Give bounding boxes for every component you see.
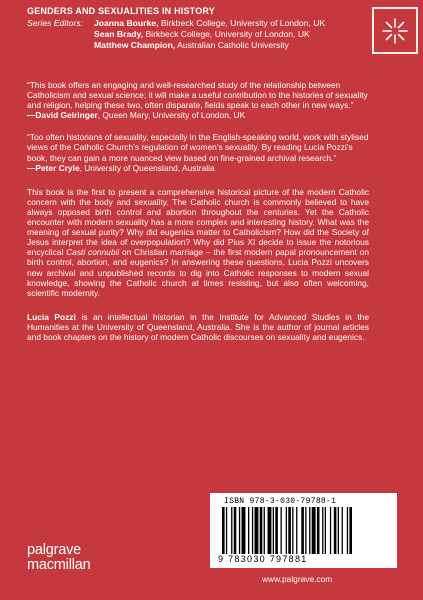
- barcode-box: [210, 493, 397, 568]
- editor-row: [27, 18, 325, 29]
- publisher-website[interactable]: www.palgrave.com: [262, 574, 333, 584]
- editor-name: Matthew Champion,: [94, 40, 176, 50]
- cover-text: [27, 80, 369, 342]
- quote-attribution: —Peter Cryle, University of Queensland, Australia: [27, 162, 215, 173]
- editor-name: Joanna Bourke,: [94, 18, 159, 28]
- endorsement-quote: [27, 132, 369, 172]
- quote-affiliation: , University of Queensland, Australia: [79, 162, 215, 173]
- quote-author: David Geiringer: [35, 110, 98, 121]
- editors-label: Series Editors:: [27, 18, 83, 28]
- quote-text: “This book offers an engaging and well-researched study of the relationship between Catholicism and sexual science; it will make a useful contribution to the histories of sexuality and religion, helping these two, often disparate, fields speak to each other in new ways.”: [27, 80, 368, 111]
- series-title: GENDERS AND SEXUALITIES IN HISTORY: [27, 6, 215, 16]
- editor-affiliation: Birkbeck College, University of London, UK: [160, 18, 326, 28]
- publisher-line-2: macmillan: [27, 557, 91, 573]
- publisher-line-1: palgrave: [27, 542, 82, 558]
- author-bio: Lucia Pozzi is an intellectual historian in the Institute for Advanced Studies in the Humanities at the University of Queensland, Australia. She is the author of journal articles and book chapters on the history of modern Catholic discourses on sexuality and eugenics.: [27, 311, 369, 342]
- star-burst-logo-icon: [372, 7, 418, 54]
- series-editors: [27, 18, 325, 51]
- quote-author: Peter Cryle: [35, 162, 80, 173]
- quote-attribution: —David Geiringer, Queen Mary, University of London, UK: [27, 110, 246, 121]
- isbn-label: ISBN 978-3-030-79788-1: [224, 497, 337, 506]
- editor-row: [27, 40, 325, 51]
- editor-affiliation: Australian Catholic University: [177, 40, 289, 50]
- editor-row: [27, 29, 325, 40]
- editor-name: Sean Brady,: [94, 29, 144, 39]
- author-name: Lucia Pozzi: [27, 311, 76, 322]
- endorsement-quote: [27, 80, 369, 120]
- barcode-icon: [222, 507, 386, 554]
- book-description: This book is the first to present a comprehensive historical picture of the modern Catholic concern with the body and sexuality. The Catholic church is commonly believed to have always opposed birth control and abortion throughout the centuries. Yet the Catholic encounter with modern sexuality has a more complex and interesting history. What was the meaning of sexual purity? Why did eugenics matter to Catholicism? How did the Society of Jesus interpret the idea of overpopulation? Why did Pius XI decide to issue the notorious encyclical Casti connubii on Christian marriage – the first modern papal pronouncement on birth control, abortion, and eugenics? In answering these questions, Lucia Pozzi uncovers new archival and unpublished records to dig into Catholic responses to modern sexual knowledge, showing the Catholic church at times resisting, but also often welcoming, scientific modernity.: [27, 186, 370, 298]
- publisher-logo: [27, 543, 90, 573]
- editor-affiliation: Birkbeck College, University of London, UK: [145, 29, 310, 39]
- barcode-digits: 9 783030 797881: [218, 554, 308, 564]
- quote-affiliation: , Queen Mary, University of London, UK: [97, 110, 246, 121]
- quote-text: “Too often historians of sexuality, especially in the English-speaking world, work with stylised views of the Catholic Church’s regulation of women’s sexuality. By reading Lucia Pozzi’s book, they can gain a more nuanced view based on fine-grained archival research.”: [27, 132, 369, 163]
- encyclical-title: Casti connubii: [66, 247, 120, 258]
